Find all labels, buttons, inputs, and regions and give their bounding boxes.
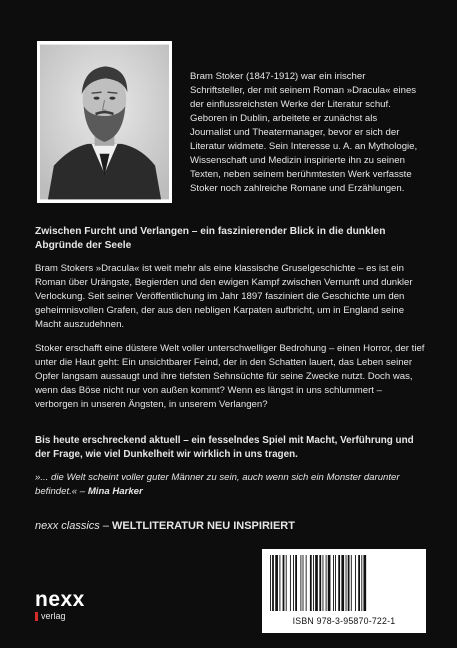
series-separator: –: [99, 520, 113, 532]
publisher-logo-sub: [35, 611, 105, 621]
closing-statement: Bis heute erschreckend aktuell – ein fesselndes Spiel mit Macht, Verführung und der Frage, wie viel Dunkelheit wir wirklich in uns tragen.: [35, 435, 414, 460]
logo-accent-bar: [35, 612, 38, 621]
blurb-paragraph-2: Stoker erschafft eine düstere Welt voller unterschwelliger Bedrohung – einen Horror, der tief unter die Haut geht: Ein unsichtbarer Feind, der in den Schatten lauert, das Leben seiner Opfer langsam aussaugt und ihre tiefsten Sehnsüchte für seine Zwecke nutzt. Doch was, wenn das Böse nicht nur von außen kommt? Wenn es längst in uns schlummert – verborgen in unseren Ängsten, in unserem Verlangen?: [35, 343, 425, 410]
author-portrait: [37, 41, 172, 203]
quote-author: Mina Harker: [87, 486, 143, 497]
blurb-paragraph-1: Bram Stokers »Dracula« ist weit mehr als eine klassische Gruselgeschichte – es ist ein Roman über Urängste, Begierden und den ewigen Kampf zwischen Vernunft und dunkler Verlockung. Seit seiner Veröffentlichung im Jahr 1897 fasziniert die Geschichte um den geheimnisvollen Grafen, der aus den nebligen Karpaten aufbricht, um in England seine Macht auszudehnen.: [35, 263, 413, 330]
quote-text: »... die Welt scheint voller guter Männer zu sein, auch wenn sich ein Monster darunter befindet.« –: [35, 472, 400, 497]
author-portrait-image: [40, 44, 169, 200]
publisher-logo-verlag: verlag: [41, 611, 66, 621]
barcode-box: [262, 549, 426, 633]
tagline: Zwischen Furcht und Verlangen – ein faszinierender Blick in die dunklen Abgründe der Seele: [35, 226, 386, 251]
publisher-logo-word: nexx: [35, 588, 85, 611]
series-line: [35, 519, 435, 533]
barcode-icon: [268, 555, 420, 611]
quote: [35, 471, 427, 499]
publisher-logo: [35, 589, 105, 629]
series-brand: nexx classics: [35, 520, 100, 532]
isbn-label: ISBN 978-3-95870-722-1: [292, 616, 396, 626]
author-bio: Bram Stoker (1847-1912) war ein irischer Schriftsteller, der mit seinem Roman »Dracula« eines der einflussreichsten Werke der Literatur schuf. Geboren in Dublin, arbeitete er zunächst als Journalist und Theatermanager, bevor er sich der Literatur widmete. Sein Interesse u. A. an Mythologie, Wissenschaft und Medizin inspirierte ihn zu seinen Texten, neben seinem berühmtesten Werk verfasste Stoker noch zahlreiche Romane und Erzählungen.: [190, 71, 418, 194]
series-title: WELTLITERATUR NEU INSPIRIERT: [112, 520, 295, 532]
